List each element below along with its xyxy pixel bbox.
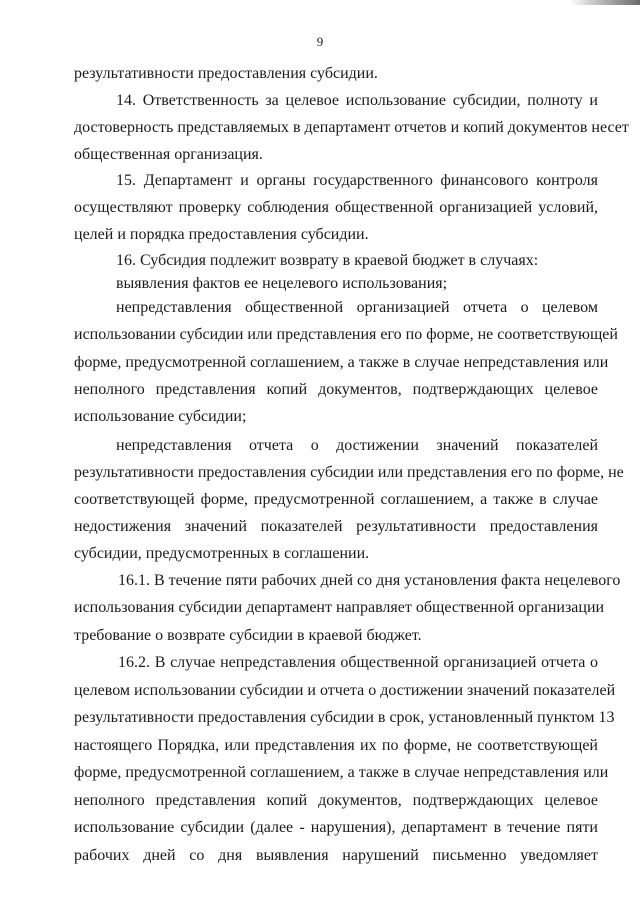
text-line: соответствующей форме, предусмотренной соглашением, а также в случае xyxy=(74,491,598,508)
text-line: выявления фактов ее нецелевого использования; xyxy=(116,275,448,292)
page-number: 9 xyxy=(316,34,324,49)
text-line: требование о возврате субсидии в краевой бюджет. xyxy=(74,627,422,644)
text-line: целевом использовании субсидии и отчета о достижении значений показателей xyxy=(74,682,616,699)
text-line: достоверность представляемых в департамент отчетов и копий документов несет xyxy=(74,119,629,136)
text-line: 15. Департамент и органы государственного финансового контроля xyxy=(116,172,598,189)
scan-edge-artifact xyxy=(570,0,640,5)
text-line: 16.2. В случае непредставления общественной организацией отчета о xyxy=(118,654,598,671)
text-line: настоящего Порядка, или представления их по форме, не соответствующей xyxy=(74,737,598,754)
text-line: использование субсидии; xyxy=(74,408,247,425)
text-line: 16. Субсидия подлежит возврату в краевой бюджет в случаях: xyxy=(116,252,539,269)
text-line: субсидии, предусмотренных в соглашении. xyxy=(74,545,370,562)
text-line: использование субсидии (далее - нарушения), департамент в течение пяти xyxy=(74,819,598,836)
text-line: форме, предусмотренной соглашением, а также в случае непредставления или xyxy=(74,764,609,781)
text-line: результативности предоставления субсидии. xyxy=(74,65,378,82)
text-line: 14. Ответственность за целевое использование субсидии, полноту и xyxy=(116,92,598,109)
text-line: неполного представления копий документов, подтверждающих целевое xyxy=(74,792,598,809)
text-line: непредставления отчета о достижении значений показателей xyxy=(116,437,598,454)
text-line: результативности предоставления субсидии или представления его по форме, не xyxy=(74,464,624,481)
text-line: общественная организация. xyxy=(74,146,263,163)
text-line: недостижения значений показателей результативности предоставления xyxy=(74,518,598,535)
text-line: результативности предоставления субсидии в срок, установленный пунктом 13 xyxy=(74,709,615,726)
text-line: осуществляют проверку соблюдения общественной организацией условий, xyxy=(74,199,598,216)
text-line: рабочих дней со дня выявления нарушений письменно уведомляет xyxy=(74,847,598,864)
text-line: неполного представления копий документов, подтверждающих целевое xyxy=(74,381,598,398)
text-line: 16.1. В течение пяти рабочих дней со дня установления факта нецелевого xyxy=(118,572,621,589)
text-line: целей и порядка предоставления субсидии. xyxy=(74,226,369,243)
text-line: форме, предусмотренной соглашением, а также в случае непредставления или xyxy=(74,354,609,371)
text-line: использовании субсидии или представления его по форме, не соответствующей xyxy=(74,326,618,343)
text-line: непредставления общественной организацией отчета о целевом xyxy=(116,299,598,316)
text-line: использования субсидии департамент направляет общественной организации xyxy=(74,599,605,616)
